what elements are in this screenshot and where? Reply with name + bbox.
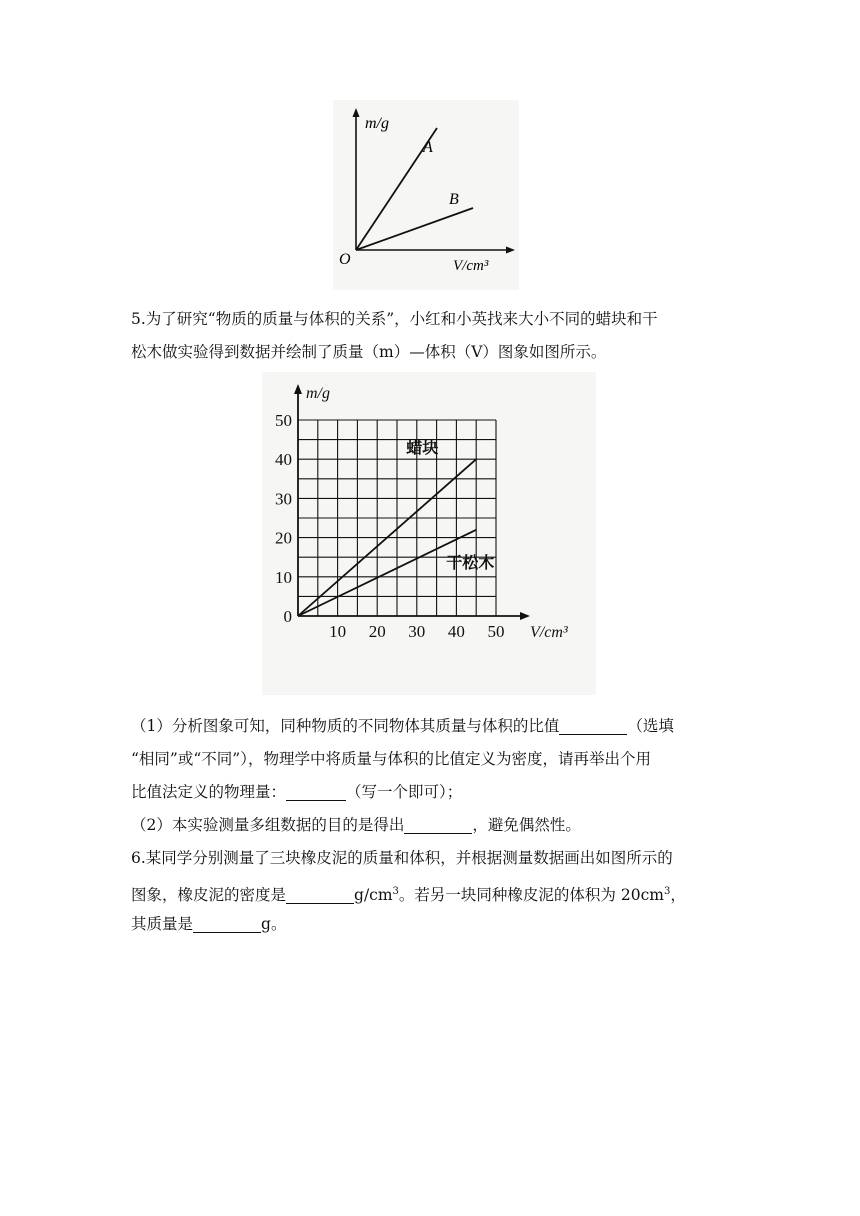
y-tick-label: 40 <box>275 450 292 470</box>
q5-part1-text-d: （写一个即可）； <box>346 783 463 801</box>
line-b-label: B <box>449 191 459 208</box>
series-label: 蜡块 <box>406 438 439 458</box>
q5-part1-line1 <box>131 710 731 743</box>
y-tick-label: 20 <box>275 528 292 548</box>
answer-blank[interactable] <box>404 815 472 834</box>
q5-part1-line3 <box>131 776 731 809</box>
y-axis-label: m/g <box>365 115 389 132</box>
q6-line1: 6.某同学分别测量了三块橡皮泥的质量和体积，并根据测量数据画出如图所示的 <box>131 849 673 867</box>
y-axis-label: m/g <box>306 385 330 402</box>
q6-sup: 3 <box>392 886 399 897</box>
q6-text-f: g。 <box>261 915 287 933</box>
y-tick-label: 0 <box>283 607 292 626</box>
q5-part1-text-c: 比值法定义的物理量： <box>131 783 287 801</box>
q5-part1-line2: “相同”或“不同”），物理学中将质量与体积的比值定义为密度，请再举出个用 <box>131 750 651 768</box>
y-tick-label: 50 <box>275 411 292 430</box>
line-a-label: A <box>423 139 433 156</box>
y-tick-label: 30 <box>275 489 292 509</box>
q6-text-a: 图象，橡皮泥的密度是 <box>131 886 287 905</box>
x-tick-label: 20 <box>368 622 386 641</box>
q5-part2-text-b: ，避免偶然性。 <box>472 816 581 834</box>
q6-text-d: ， <box>670 886 686 905</box>
x-tick-label: 40 <box>447 622 465 641</box>
x-axis-label: V/cm³ <box>453 258 489 274</box>
answer-blank[interactable] <box>286 885 354 904</box>
mass-volume-chart <box>262 372 596 695</box>
answer-blank[interactable] <box>559 716 627 735</box>
q6-sup2: 3 <box>663 886 671 897</box>
x-axis-label: V/cm³ <box>530 624 568 641</box>
q6-line3 <box>131 908 731 941</box>
q5-stem-line1: 5.为了研究“物质的质量与体积的关系”，小红和小英找来大小不同的蜡块和干 <box>131 310 658 328</box>
q6-text-c: 。若另一块同种橡皮泥的体积为 20cm <box>398 886 664 905</box>
x-tick-label: 50 <box>487 622 505 641</box>
answer-blank[interactable] <box>286 782 346 801</box>
figure-ab-graph <box>333 100 519 290</box>
q5-part1-text-a: （1）分析图象可知，同种物质的不同物体其质量与体积的比值 <box>131 717 560 735</box>
origin-label: O <box>339 251 351 268</box>
q5-stem-line2: 松木做实验得到数据并绘制了质量（m）—体积（V）图象如图所示。 <box>131 343 607 361</box>
x-tick-label: 30 <box>408 622 426 641</box>
answer-blank[interactable] <box>193 914 261 933</box>
q6-text-e: 其质量是 <box>131 915 194 933</box>
q5-part1-text-b: （选填 <box>627 717 674 735</box>
x-tick-label: 10 <box>329 622 347 641</box>
q6-text-b: g/cm <box>354 886 393 905</box>
series-label: 干松木 <box>446 552 495 572</box>
q5-part2-text-a: （2）本实验测量多组数据的目的是得出 <box>131 816 405 834</box>
q6-line2 <box>131 875 731 912</box>
q5-part2 <box>131 809 731 842</box>
y-tick-label: 10 <box>275 567 292 587</box>
